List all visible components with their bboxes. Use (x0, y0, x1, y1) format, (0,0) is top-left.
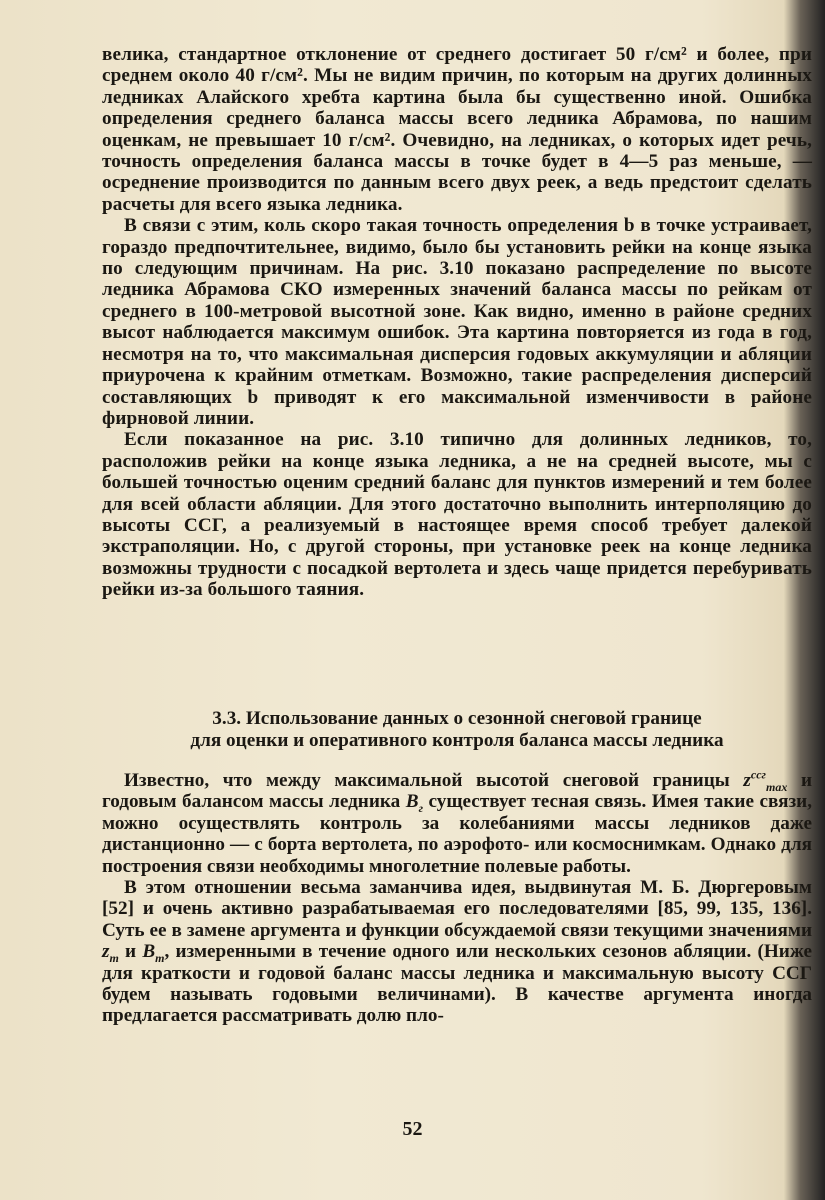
section-heading-line-2: для оценки и оперативного контроля баланса массы ледника (190, 730, 724, 751)
body-text-top (102, 44, 812, 601)
section-heading (102, 708, 812, 752)
paragraph (102, 877, 812, 1027)
paragraph: Если показанное на рис. 3.10 типично для долинных ледников, то, расположив рейки на конце языка ледника, а не на средней высоте, мы с большей точностью оценим средний баланс для пунктов измерений и тем более для всей области абляции. Для этого достаточно выполнить интерполяцию до высоты ССГ, а реализуемый в настоящее время способ требует далекой экстраполяции. Но, с другой стороны, при установке реек на конце ледника возможны трудности с посадкой вертолета и здесь чаще придется перебуривать рейки из-за большого таяния. (102, 429, 812, 601)
page-number: 52 (402, 1118, 423, 1140)
paragraph (102, 767, 813, 877)
formula-symbol: $B_г$ (405, 791, 424, 816)
formula-symbol: $z^{ссг}_{max}$ (743, 767, 788, 794)
paragraph: велика, стандартное отклонение от среднего достигает 50 г/см² и более, при среднем около 40 г/см². Мы не видим причин, по которым на других долинных ледниках Алайского хребта картина была бы существенно иной. Ошибка определения среднего баланса массы всего ледника Абрамова, по нашим оценкам, не превышает 10 г/см². Очевидно, на ледниках, о которых идет речь, точность определения баланса массы в точке будет в 4—5 раз меньше, — осреднение производится по данным всего двух реек, а ведь предстоит сделать расчеты для всего языка ледника. (102, 44, 812, 215)
paragraph-text: и (125, 941, 137, 963)
formula-symbol: $z_т$ (102, 941, 119, 966)
paragraph: В связи с этим, коль скоро такая точность определения b в точке устраивает, гораздо предпочтительнее, видимо, было бы установить рейки на конце языка по следующим причинам. На рис. 3.10 показано распределение по высоте ледника Абрамова СКО измеренных значений баланса массы по рейкам от среднего в 100-метровой высотной зоне. Как видно, именно в районе средних высот наблюдается максимум ошибок. Эта картина повторяется из года в год, несмотря на то, что максимальная дисперсия годовых аккумуляции и абляции приурочена к крайним отметкам. Возможно, такие распределения дисперсий составляющих b приводят к его максимальной изменчивости в районе фирновой линии. (102, 215, 812, 429)
paragraph-text: и годовым балансом массы ледника (102, 770, 813, 813)
body-text-bottom (102, 767, 813, 1027)
formula-symbol: $B_т$ (142, 941, 165, 966)
section-heading-line-1: 3.3. Использование данных о сезонной снеговой границе (212, 708, 702, 729)
paragraph-text: существует тесная связь. Имея такие связи, можно осуществлять контроль за колебаниями массы ледников даже дистанционно — с борта вертолета, по аэрофото- или космоснимкам. Однако для построения связи необходимы многолетние полевые работы. (102, 791, 813, 877)
paragraph-text: Известно, что между максимальной высотой снеговой границы (124, 770, 730, 791)
paragraph-text: , измеренными в течение одного или нескольких сезонов абляции. (Ниже для краткости и годовой баланс массы ледника и максимальную высоту ССГ будем называть годовыми величинами). В качестве аргумента иногда предлагается рассматривать долю пло- (102, 941, 813, 1027)
paragraph-text: В этом отношении весьма заманчива идея, выдвинутая М. Б. Дюргеровым [52] и очень активно разрабатываемая его последователями [85, 99, 135, 136]. Суть ее в замене аргумента и функции обсуждаемой связи текущими значениями (102, 877, 812, 941)
